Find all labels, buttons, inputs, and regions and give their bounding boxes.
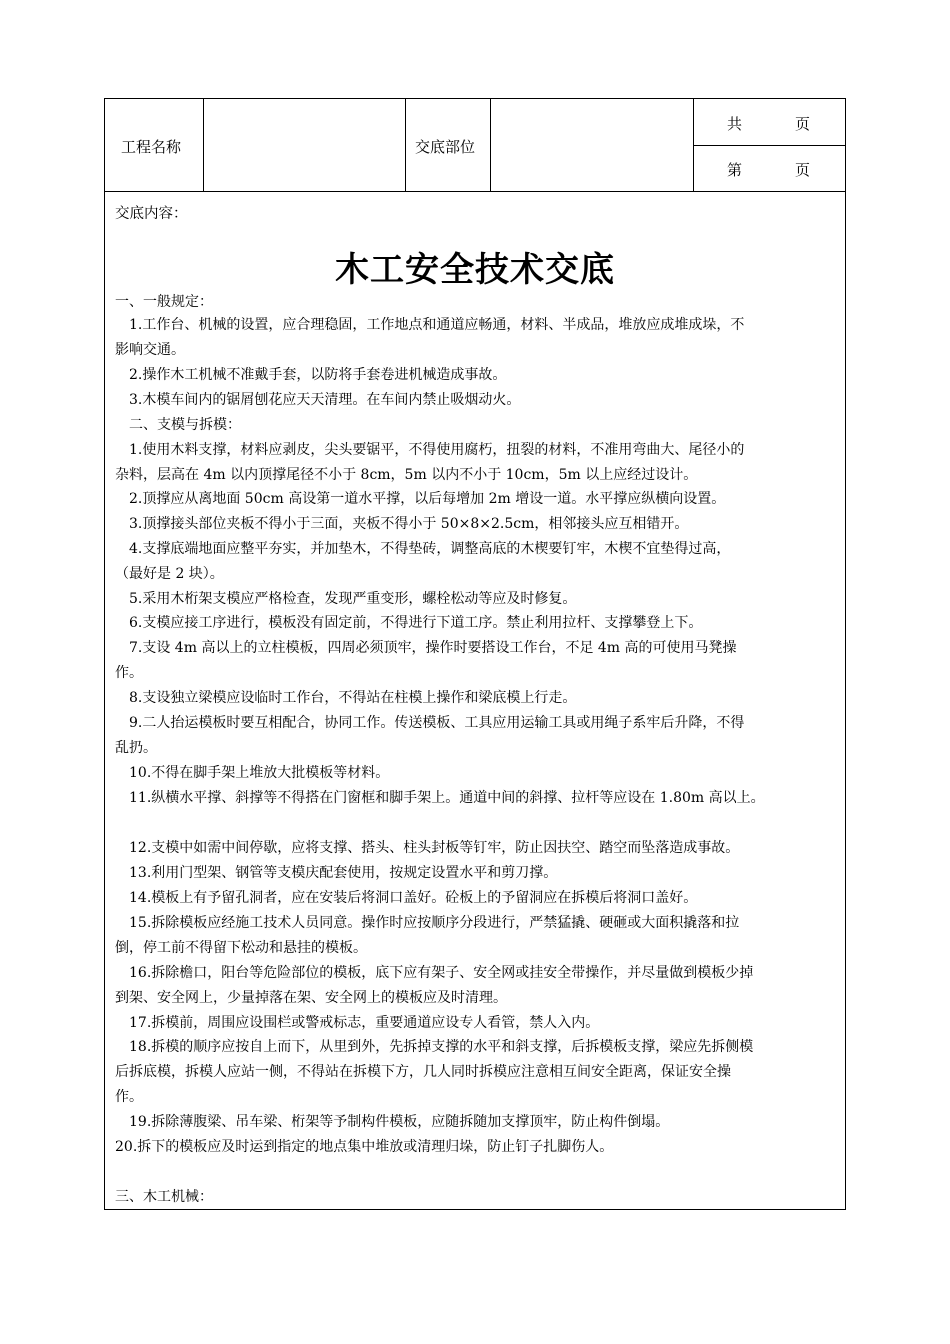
content-area xyxy=(105,192,845,1209)
content-line: 影响交通。 xyxy=(115,342,185,358)
content-line: 杂料，层高在 4m 以内顶撑尾径不小于 8cm，5m 以内不小于 10cm，5m 以上应经过设计。 xyxy=(115,467,698,483)
divider xyxy=(693,145,845,146)
content-line: 倒，停工前不得留下松动和悬挂的模板。 xyxy=(115,940,367,956)
content-line: 一、一般规定： xyxy=(115,294,213,310)
content-line: 二、支模与拆模： xyxy=(115,417,241,433)
content-line: 19.拆除薄腹梁、吊车梁、桁架等予制构件模板，应随拆随加支撑顶牢，防止构件倒塌。 xyxy=(115,1114,670,1130)
total-unit: 页 xyxy=(795,115,811,133)
content-line: 作。 xyxy=(115,665,143,681)
content-line: 三、木工机械： xyxy=(115,1189,213,1205)
content-line: 7.支设 4m 高以上的立柱模板，四周必须顶牢，操作时要搭设工作台，不足 4m 高的可使用马凳操 xyxy=(115,640,737,656)
content-line: 3.顶撑接头部位夹板不得小于三面，夹板不得小于 50×8×2.5cm，相邻接头应互相错开。 xyxy=(115,516,689,532)
header-row xyxy=(105,99,845,192)
content-line: 6.支模应接工序进行，模板没有固定前，不得进行下道工序。禁止利用拉杆、支撑攀登上下。 xyxy=(115,615,703,631)
content-line: 1.使用木料支撑，材料应剥皮，尖头要锯平，不得使用腐朽，扭裂的材料，不准用弯曲大、尾径小的 xyxy=(115,442,745,458)
content-line: 14.模板上有予留孔洞者，应在安装后将洞口盖好。砼板上的予留洞应在拆模后将洞口盖好。 xyxy=(115,890,698,906)
content-line: 17.拆模前，周围应设围栏或警戒标志，重要通道应设专人看管，禁人入内。 xyxy=(115,1015,600,1031)
content-line: 2.操作木工机械不准戴手套，以防将手套卷进机械造成事故。 xyxy=(115,367,507,383)
content-line: 乱扔。 xyxy=(115,740,157,756)
content-line: 5.采用木桁架支模应严格检查，发现严重变形，螺栓松动等应及时修复。 xyxy=(115,591,577,607)
intro-label: 交底内容： xyxy=(115,206,188,222)
content-line: 11.纵横水平撑、斜撑等不得搭在门窗框和脚手架上。通道中间的斜撑、拉杆等应设在 1.80m 高以上。 xyxy=(115,790,765,806)
content-line: 到架、安全网上，少量掉落在架、安全网上的模板应及时清理。 xyxy=(115,990,507,1006)
part-label: 交底部位 xyxy=(415,138,476,156)
content-line: 12.支模中如需中间停歇，应将支撑、搭头、柱头封板等钉牢，防止因扶空、踏空而坠落造成事故。 xyxy=(115,840,740,856)
content-line: 2.顶撑应从离地面 50cm 高设第一道水平撑，以后每增加 2m 增设一道。水平撑应纵横向设置。 xyxy=(115,491,726,507)
total-label: 共 xyxy=(727,115,743,133)
content-line: 4.支撑底端地面应整平夯实，并加垫木，不得垫砖，调整高底的木楔要钉牢，木楔不宜垫得过高， xyxy=(115,541,731,557)
content-line: 作。 xyxy=(115,1089,143,1105)
page-unit: 页 xyxy=(795,161,811,179)
content-line: 16.拆除檐口，阳台等危险部位的模板，底下应有架子、安全网或挂安全带操作，并尽量做到模板少掉 xyxy=(115,965,754,981)
content-line: 20.拆下的模板应及时运到指定的地点集中堆放或清理归垛，防止钉子扎脚伤人。 xyxy=(115,1139,614,1155)
project-name-value[interactable] xyxy=(204,99,404,191)
form-frame xyxy=(104,98,846,1210)
content-line: 1.工作台、机械的设置，应合理稳固，工作地点和通道应畅通，材料、半成品，堆放应成堆成垛，不 xyxy=(115,317,745,333)
content-line: 3.木模车间内的锯屑刨花应天天清理。在车间内禁止吸烟动火。 xyxy=(115,392,521,408)
content-line: 18.拆模的顺序应按自上而下，从里到外，先拆掉支撑的水平和斜支撑，后拆模板支撑，梁应先拆侧模 xyxy=(115,1039,754,1055)
content-line: 8.支设独立梁模应设临时工作台，不得站在柱模上操作和梁底模上行走。 xyxy=(115,690,577,706)
content-line: 15.拆除模板应经施工技术人员同意。操作时应按顺序分段进行，严禁猛撬、硬砸或大面积撬落和拉 xyxy=(115,915,740,931)
content-line: 10.不得在脚手架上堆放大批模板等材料。 xyxy=(115,765,390,781)
part-value[interactable] xyxy=(491,99,692,191)
content-line: 13.利用门型架、钢管等支模庆配套使用，按规定设置水平和剪刀撑。 xyxy=(115,865,558,881)
divider xyxy=(405,99,406,191)
content-line: （最好是 2 块）。 xyxy=(115,566,224,582)
content-line: 9.二人抬运模板时要互相配合，协同工作。传送模板、工具应用运输工具或用绳子系牢后升降，不得 xyxy=(115,715,745,731)
page-label: 第 xyxy=(727,161,743,179)
content-line: 后拆底模，拆模人应站一侧，不得站在拆模下方，几人同时拆模应注意相互间安全距离，保证安全操 xyxy=(115,1064,731,1080)
document-title: 木工安全技术交底 xyxy=(335,250,615,290)
project-name-label: 工程名称 xyxy=(121,138,182,156)
